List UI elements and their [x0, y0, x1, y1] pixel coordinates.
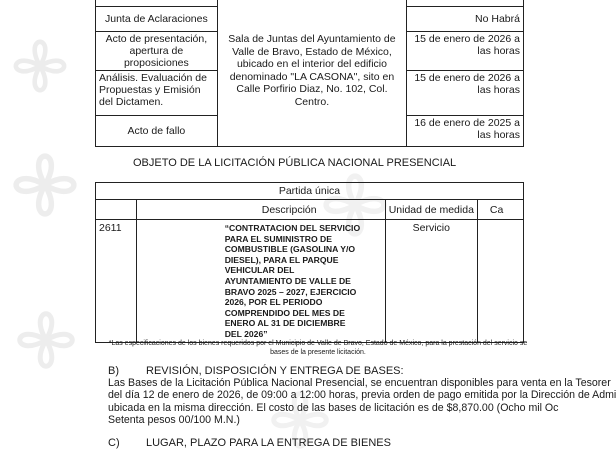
column-header: Descripción: [136, 200, 385, 220]
date-cell: 16 de enero de 2025 a las horas: [407, 116, 524, 147]
description-line: COMBUSTIBLE (GASOLINA Y/O: [224, 244, 356, 255]
description-line: COMPRENDIDO DEL MES DE: [224, 307, 345, 318]
date-cell: 15 de enero de 2026 a las horas: [407, 71, 524, 116]
description-line: DEL 2026”: [224, 328, 268, 339]
date-cell: 15 de enero de 2026 a las horas: [407, 32, 524, 71]
section-letter: B): [108, 365, 119, 377]
description-line: VEHICULAR DEL: [224, 265, 295, 276]
paragraph-line: del día 12 de enero de 2026, de 09:00 a 12:00 horas, previa orden de pago emitida por la Dirección de Admi: [108, 389, 616, 402]
description-line: 2026, POR EL PERIODO: [224, 297, 323, 308]
event-cell: Junta de Aclaraciones: [96, 7, 218, 32]
section-b-heading: [108, 365, 404, 377]
description-line: PARA EL SUMINISTRO DE: [224, 233, 332, 244]
table-row: [96, 220, 524, 343]
event-cell: Análisis. Evaluación de Propuestas y Emisión del Dictamen.: [96, 71, 218, 116]
description-line: DIESEL), PARA EL PARQUE: [224, 254, 339, 265]
description-line: “CONTRATACION DEL SERVICIO: [224, 223, 361, 233]
partida-header-row: [96, 200, 524, 220]
paragraph-line: Las Bases de la Licitación Pública Nacional Presencial, se encuentran disponibles para venta en la Tesorer: [108, 377, 611, 389]
specifications-note: *Las especificaciones de los bienes requeridos por el Municipio de Valle de Bravo, Estado de México, para la prestación del servicio se bases de la presente licitación.: [108, 340, 528, 356]
item-unit: Servicio: [385, 220, 477, 343]
description-line: AYUNTAMIENTO DE VALLE DE: [224, 275, 351, 286]
item-code: 2611: [96, 220, 137, 343]
paragraph-line: ubicada en la misma dirección. El costo de las bases de licitación es de $8,870.00 (Ocho mil Oc: [108, 401, 559, 414]
description-line: ENERO AL 31 DE DICIEMBRE: [224, 318, 346, 329]
venue-cell: Sala de Juntas del Ayuntamiento de Valle de Bravo, Estado de México, ubicado en el interior del edificio denominado "LA CASONA", sito en Calle Porfirio Diaz, No. 102, Col. Centro.: [217, 0, 406, 147]
section-letter: C): [108, 437, 120, 449]
item-description: [136, 220, 385, 343]
partida-title: Partida única: [96, 183, 524, 200]
section-b-paragraph: [108, 377, 616, 427]
event-cell: Acto de fallo: [96, 116, 218, 147]
paragraph-line: Setenta pesos 00/100 M.N.): [108, 414, 240, 427]
description-line: BRAVO 2025 – 2027, EJERCICIO: [224, 286, 357, 297]
section-title: LUGAR, PLAZO PARA LA ENTREGA DE BIENES: [146, 437, 391, 449]
partida-table: [95, 182, 524, 343]
event-cell: Acto de presentación, apertura de proposiciones: [96, 32, 218, 71]
section-c-heading: [108, 437, 391, 449]
column-header: Ca: [477, 200, 523, 220]
date-cell: No Habrá: [407, 7, 524, 32]
column-header: [96, 200, 137, 220]
objeto-title: OBJETO DE LA LICITACIÓN PÚBLICA NACIONAL PRESENCIAL: [133, 157, 457, 169]
column-header: Unidad de medida: [385, 200, 477, 220]
item-quantity: [477, 220, 523, 343]
schedule-table: [95, 0, 524, 147]
section-title: REVISIÓN, DISPOSICIÓN Y ENTREGA DE BASES:: [146, 365, 404, 377]
